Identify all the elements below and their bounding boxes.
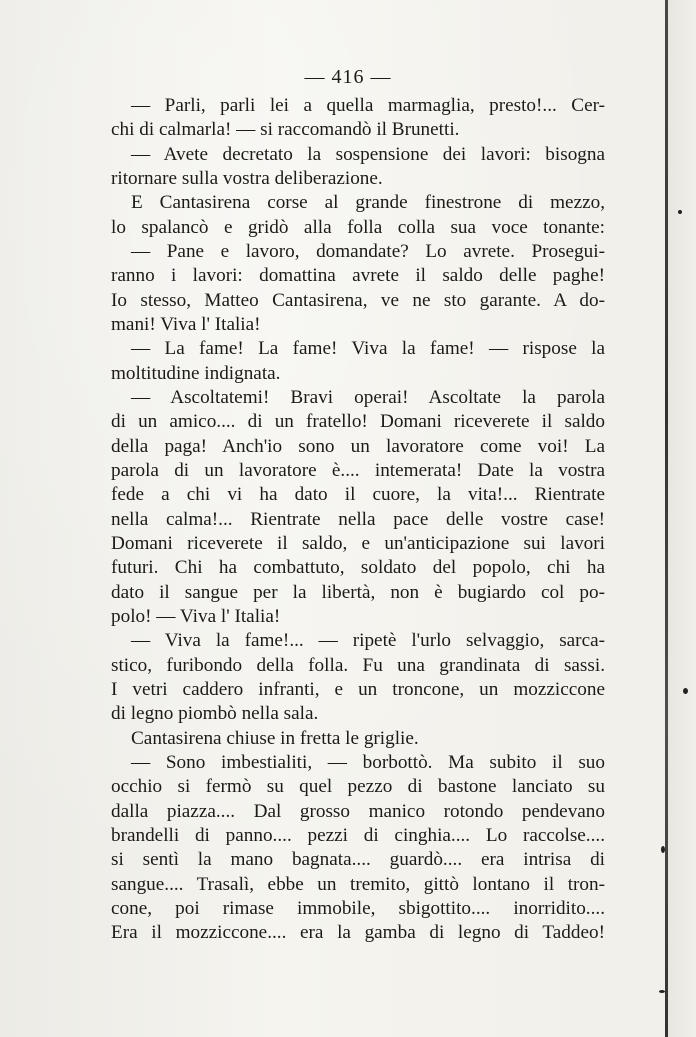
text-line: Domani riceverete il saldo, e un'anticipazione sui lavori [111, 532, 605, 554]
body-text [111, 94, 605, 945]
text-line: E Cantasirena corse al grande finestrone di mezzo, [131, 192, 605, 214]
text-line: — Parli, parli lei a quella marmaglia, presto!... Cer- [131, 95, 605, 116]
text-line: della paga! Anch'io sono un lavoratore come voi! La [111, 435, 605, 457]
text-line: brandelli di panno.... pezzi di cinghia.... Lo raccolse.... [111, 824, 605, 846]
text-line: futuri. Chi ha combattuto, soldato del popolo, chi ha [111, 557, 605, 579]
text-line: — La fame! La fame! Viva la fame! — rispose la [131, 338, 605, 360]
text-line: nella calma!... Rientrate nella pace delle vostre case! [111, 508, 605, 530]
ink-speck [678, 210, 682, 214]
text-line: polo! — Viva l' Italia! [111, 605, 281, 627]
text-line: sangue.... Trasalì, ebbe un tremito, gittò lontano il tron- [111, 873, 605, 895]
ink-speck [661, 846, 665, 853]
text-line: Cantasirena chiuse in fretta le griglie. [131, 727, 419, 749]
text-line: moltitudine indignata. [111, 362, 281, 384]
text-line: dato il sangue per la libertà, non è bugiardo col po- [111, 581, 605, 603]
text-line: Era il mozziccone.... era la gamba di legno di Taddeo! [111, 922, 605, 944]
text-line: — Ascoltatemi! Bravi operai! Ascoltate la parola [131, 386, 605, 408]
text-line: di un amico.... di un fratello! Domani riceverete il saldo [111, 411, 605, 433]
text-line: fede a chi vi ha dato il cuore, la vita!... Rientrate [111, 484, 605, 506]
text-line: occhio si fermò su quel pezzo di bastone lanciato su [111, 776, 605, 798]
text-line: — Sono imbestialiti, — borbottò. Ma subito il suo [131, 751, 605, 773]
text-line: Io stesso, Matteo Cantasirena, ve ne sto garante. A do- [111, 289, 605, 311]
text-line: ritornare sulla vostra deliberazione. [111, 167, 383, 189]
text-line: — Avete decretato la sospensione dei lavori: bisogna [131, 143, 605, 165]
text-line: chi di calmarla! — si raccomandò il Brunetti. [111, 119, 460, 141]
text-line: ranno i lavori: domattina avrete il saldo delle paghe! [111, 265, 605, 287]
text-line: stico, furibondo della folla. Fu una grandinata di sassi. [111, 654, 605, 676]
text-line: cone, poi rimase immobile, sbigottito.... inorridito.... [111, 897, 605, 919]
text-line: mani! Viva l' Italia! [111, 313, 261, 335]
text-line: — Viva la fame!... — ripetè l'urlo selvaggio, sarca- [131, 630, 605, 652]
page-binding-edge [665, 0, 668, 1037]
text-line: parola di un lavoratore è.... intemerata! Date la vostra [111, 459, 605, 481]
text-line: di legno piombò nella sala. [111, 703, 319, 725]
text-line: si sentì la mano bagnata.... guardò.... era intrisa di [111, 849, 605, 871]
ink-speck [683, 688, 688, 694]
text-line: lo spalancò e gridò alla folla colla sua voce tonante: [111, 216, 605, 238]
page-number: — 416 — [304, 66, 392, 88]
text-line: dalla piazza.... Dal grosso manico rotondo pendevano [111, 800, 605, 822]
text-line: I vetri caddero infranti, e un troncone, un mozziccone [111, 678, 605, 700]
binding-shadow [668, 0, 696, 1037]
text-line: — Pane e lavoro, domandate? Lo avrete. Prosegui- [131, 240, 605, 262]
ink-speck [659, 990, 665, 993]
